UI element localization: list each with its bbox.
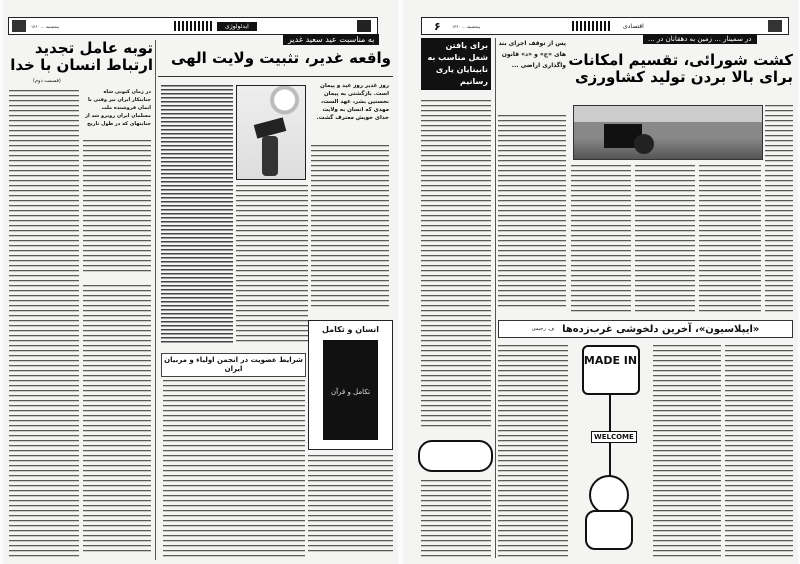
newspaper-logo bbox=[357, 20, 371, 32]
bottom-article-title: «ایپلاسیون»، آخرین دلخوشی غرب‌زده‌ها bbox=[562, 323, 760, 335]
page-number: ۶ bbox=[434, 19, 441, 33]
book-cover bbox=[323, 340, 378, 440]
main-article-title: کشت شورائی، تقسیم امکانات برای بالا بردن تولید کشاورزی bbox=[568, 51, 793, 86]
side-article-title: توبه عامل تجدید ارتباط انسان با خدا bbox=[10, 39, 153, 74]
newspaper-logo bbox=[768, 20, 782, 32]
pull-quote: پس از توقف اجرای بند های «ج» و «د» قانون واگذاری اراضی ... bbox=[498, 40, 566, 69]
main-article-body-col2 bbox=[635, 165, 695, 315]
cartoon-sign-made-in: MADE IN bbox=[582, 345, 640, 395]
side-article-body bbox=[421, 100, 491, 430]
bottom-article-col1 bbox=[498, 345, 568, 557]
side-article-body-3 bbox=[83, 285, 151, 555]
column-divider bbox=[155, 40, 156, 560]
notice-body bbox=[163, 380, 305, 557]
tractor-photo bbox=[573, 105, 763, 160]
notice-title: شرایط عضویت در انجمن اولیاء و مربیان ایران bbox=[161, 353, 306, 377]
cartoon-made-in bbox=[573, 345, 648, 555]
column-divider bbox=[495, 38, 496, 558]
header-bars bbox=[572, 21, 612, 31]
header-date: پنجشنبه ... ۱۳۶۰ bbox=[452, 23, 480, 29]
left-page-header bbox=[8, 17, 378, 35]
book-box bbox=[308, 320, 393, 450]
book-cover-title: تکامل و قرآن bbox=[330, 388, 371, 396]
bottom-article-header bbox=[498, 320, 793, 338]
title-rule bbox=[158, 76, 393, 77]
main-article-body-col3 bbox=[699, 165, 761, 315]
main-article-body-col1 bbox=[571, 165, 631, 315]
cartoon-sign-welcome: WELCOME bbox=[591, 431, 637, 443]
right-page-header bbox=[421, 17, 789, 35]
main-article-kicker: به مناسبت عید سعید غدیر bbox=[283, 34, 379, 45]
side-article-body bbox=[9, 90, 79, 557]
left-page bbox=[3, 0, 398, 564]
side-article-lead: در زمان کنونی شاه جنایتکار ایران نیز وقتی با ایمان فروشنده ملت مسلمان ایران روبرو شد از جنایتهای که در طول تاریخ bbox=[85, 89, 151, 127]
right-page bbox=[403, 0, 798, 564]
main-article-body-col3 bbox=[311, 145, 389, 310]
main-article-body-col1 bbox=[161, 85, 233, 345]
main-article-lead: روز غدیر روز عید و پیمان است. بازگشتی به پیمان نخستین بشر، عهد الست، مهدی که انسان به ولایت خدای خویش معترف گشت. bbox=[316, 83, 389, 121]
box-description bbox=[308, 455, 393, 555]
section-label: ایدئولوژی bbox=[217, 22, 257, 31]
side-article-body-lower bbox=[421, 480, 491, 558]
main-article-body-right bbox=[765, 105, 793, 315]
header-date: پنجشنبه ... ۱۳۶۰ bbox=[31, 23, 59, 29]
side-article-subtitle: (قسمت دوم) bbox=[33, 78, 61, 84]
pull-quote-body bbox=[498, 115, 566, 310]
bottom-article-byline: ف. رحیمی bbox=[531, 326, 555, 332]
header-bars bbox=[174, 21, 214, 31]
main-article-title: واقعه غدیر، تثبیت ولایت الهی bbox=[170, 49, 391, 67]
book-box-title: انسان و تکامل bbox=[321, 325, 379, 334]
main-article-kicker: در سمینار ... زمین به دهقانان در ... bbox=[643, 34, 757, 44]
illustration-hands-quran bbox=[236, 85, 306, 180]
advert-box bbox=[418, 440, 493, 472]
logo-small bbox=[12, 20, 26, 32]
side-article-body-2 bbox=[83, 140, 151, 275]
bottom-article-col2 bbox=[653, 345, 721, 557]
bottom-article-col3 bbox=[725, 345, 793, 557]
main-article-body-col2 bbox=[236, 185, 308, 345]
side-article-title: برای یافتن شغل مناسب به نابینایان یاری رسانیم bbox=[421, 38, 491, 90]
section-label: اقتصادی bbox=[615, 22, 652, 31]
